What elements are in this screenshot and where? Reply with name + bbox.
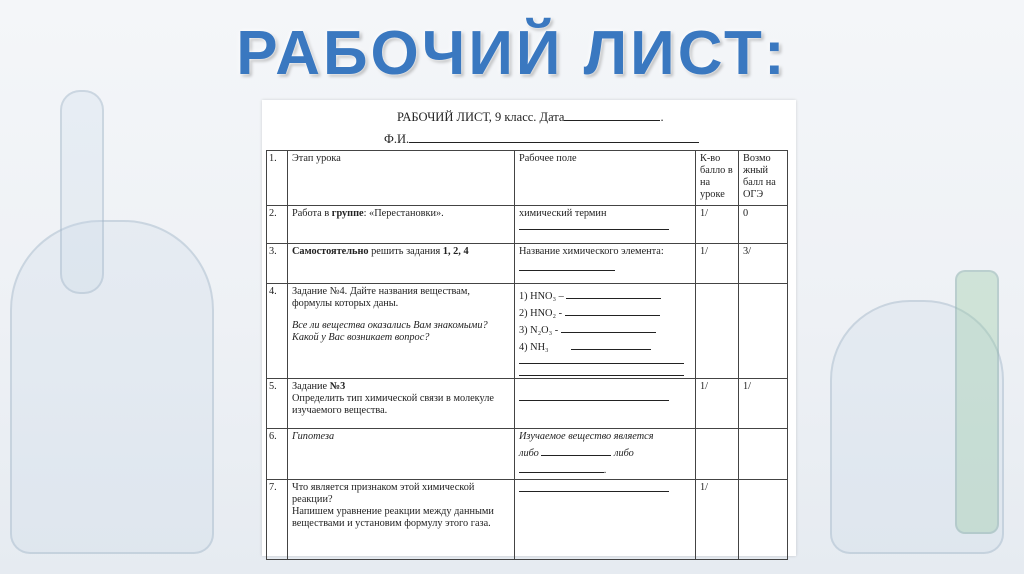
formula-3: 3) N₂O₃ - bbox=[519, 325, 559, 336]
row-stage bbox=[288, 284, 515, 379]
field-text: Название химического элемента: bbox=[519, 246, 664, 257]
row-stage bbox=[288, 206, 515, 244]
row-stage bbox=[288, 480, 515, 560]
stage-text: Что является признаком этой химической реакции? bbox=[292, 482, 475, 505]
formula-4: 4) NH₃ bbox=[519, 342, 549, 353]
row-stage: Гипотеза bbox=[288, 429, 515, 480]
row-num: 2. bbox=[267, 206, 288, 244]
background-tube-left bbox=[60, 90, 104, 294]
answer-line bbox=[519, 374, 684, 376]
points-oge bbox=[739, 429, 788, 480]
points-oge: 1/ bbox=[739, 379, 788, 429]
table-row bbox=[267, 379, 788, 429]
background-tube-right bbox=[955, 270, 999, 534]
stage-bold: №3 bbox=[329, 381, 346, 392]
points-oge bbox=[739, 284, 788, 379]
points-lesson: 1/ bbox=[696, 480, 739, 560]
header-points-lesson: К-во балло в на уроке bbox=[696, 151, 739, 206]
header-stage: Этап урока bbox=[288, 151, 515, 206]
row-field bbox=[515, 206, 696, 244]
table-row bbox=[267, 284, 788, 379]
answer-line bbox=[565, 303, 660, 316]
stage-text: : «Перестановки». bbox=[363, 208, 444, 219]
header-num: 1. bbox=[267, 151, 288, 206]
row-field bbox=[515, 284, 696, 379]
table-header-row bbox=[267, 151, 788, 206]
row-num: 4. bbox=[267, 284, 288, 379]
field-text: либо bbox=[519, 448, 539, 459]
answer-line bbox=[519, 490, 669, 492]
points-lesson: 1/ bbox=[696, 379, 739, 429]
stage-question: Все ли вещества оказались Вам знакомыми? Какой у Вас возникает вопрос? bbox=[292, 320, 488, 343]
table-row bbox=[267, 244, 788, 284]
points-oge bbox=[739, 480, 788, 560]
table-row bbox=[267, 429, 788, 480]
table-row bbox=[267, 480, 788, 560]
points-lesson: 1/ bbox=[696, 244, 739, 284]
answer-line bbox=[519, 460, 604, 473]
field-text: химический термин bbox=[519, 208, 607, 219]
worksheet-heading-end: . bbox=[660, 110, 664, 124]
points-lesson bbox=[696, 284, 739, 379]
stage-bold: Самостоятельно bbox=[292, 246, 369, 257]
points-oge: 3/ bbox=[739, 244, 788, 284]
row-stage bbox=[288, 379, 515, 429]
fio-blank bbox=[409, 130, 699, 143]
worksheet-heading-text: РАБОЧИЙ ЛИСТ, 9 класс. Дата bbox=[397, 110, 565, 124]
stage-text: Определить тип химической связи в молекуле изучаемого вещества. bbox=[292, 393, 494, 416]
row-field bbox=[515, 379, 696, 429]
stage-text: Напишем уравнение реакции между данными веществами и установим формулу этого газа. bbox=[292, 506, 494, 529]
worksheet bbox=[262, 100, 796, 556]
answer-line bbox=[519, 258, 615, 271]
fio-label: Ф.И. bbox=[384, 132, 410, 146]
table-row bbox=[267, 206, 788, 244]
worksheet-heading bbox=[397, 108, 664, 125]
background-flask-left bbox=[10, 220, 214, 554]
answer-line bbox=[541, 443, 611, 456]
row-field: Изучаемое вещество является либо либо . bbox=[515, 429, 696, 480]
row-field bbox=[515, 480, 696, 560]
answer-line bbox=[519, 228, 669, 230]
answer-line bbox=[566, 286, 661, 299]
answer-line bbox=[519, 399, 669, 401]
stage-text: Задание bbox=[292, 381, 330, 392]
formula-1: 1) HNO₃ – bbox=[519, 291, 564, 302]
answer-line bbox=[571, 337, 651, 350]
slide-title: РАБОЧИЙ ЛИСТ: bbox=[236, 19, 788, 88]
fio-line bbox=[384, 130, 699, 147]
date-blank bbox=[564, 108, 660, 121]
row-num: 5. bbox=[267, 379, 288, 429]
row-num: 6. bbox=[267, 429, 288, 480]
field-text: Изучаемое вещество является bbox=[519, 431, 654, 442]
field-text: либо bbox=[614, 448, 634, 459]
row-stage bbox=[288, 244, 515, 284]
stage-text: решить задания bbox=[368, 246, 443, 257]
row-field bbox=[515, 244, 696, 284]
answer-line bbox=[519, 362, 684, 364]
points-lesson: 1/ bbox=[696, 206, 739, 244]
points-oge: 0 bbox=[739, 206, 788, 244]
header-points-oge: Возмо жный балл на ОГЭ bbox=[739, 151, 788, 206]
row-num: 3. bbox=[267, 244, 288, 284]
stage-bold: 1, 2, 4 bbox=[442, 246, 469, 257]
stage-text: Работа в bbox=[292, 208, 332, 219]
stage-text: Задание №4. Дайте названия веществам, формулы которых даны. bbox=[292, 286, 470, 309]
header-field: Рабочее поле bbox=[515, 151, 696, 206]
points-lesson bbox=[696, 429, 739, 480]
answer-line bbox=[561, 320, 656, 333]
worksheet-table bbox=[266, 150, 788, 560]
row-num: 7. bbox=[267, 480, 288, 560]
formula-2: 2) HNO₂ - bbox=[519, 308, 563, 319]
stage-bold: группе bbox=[331, 208, 364, 219]
